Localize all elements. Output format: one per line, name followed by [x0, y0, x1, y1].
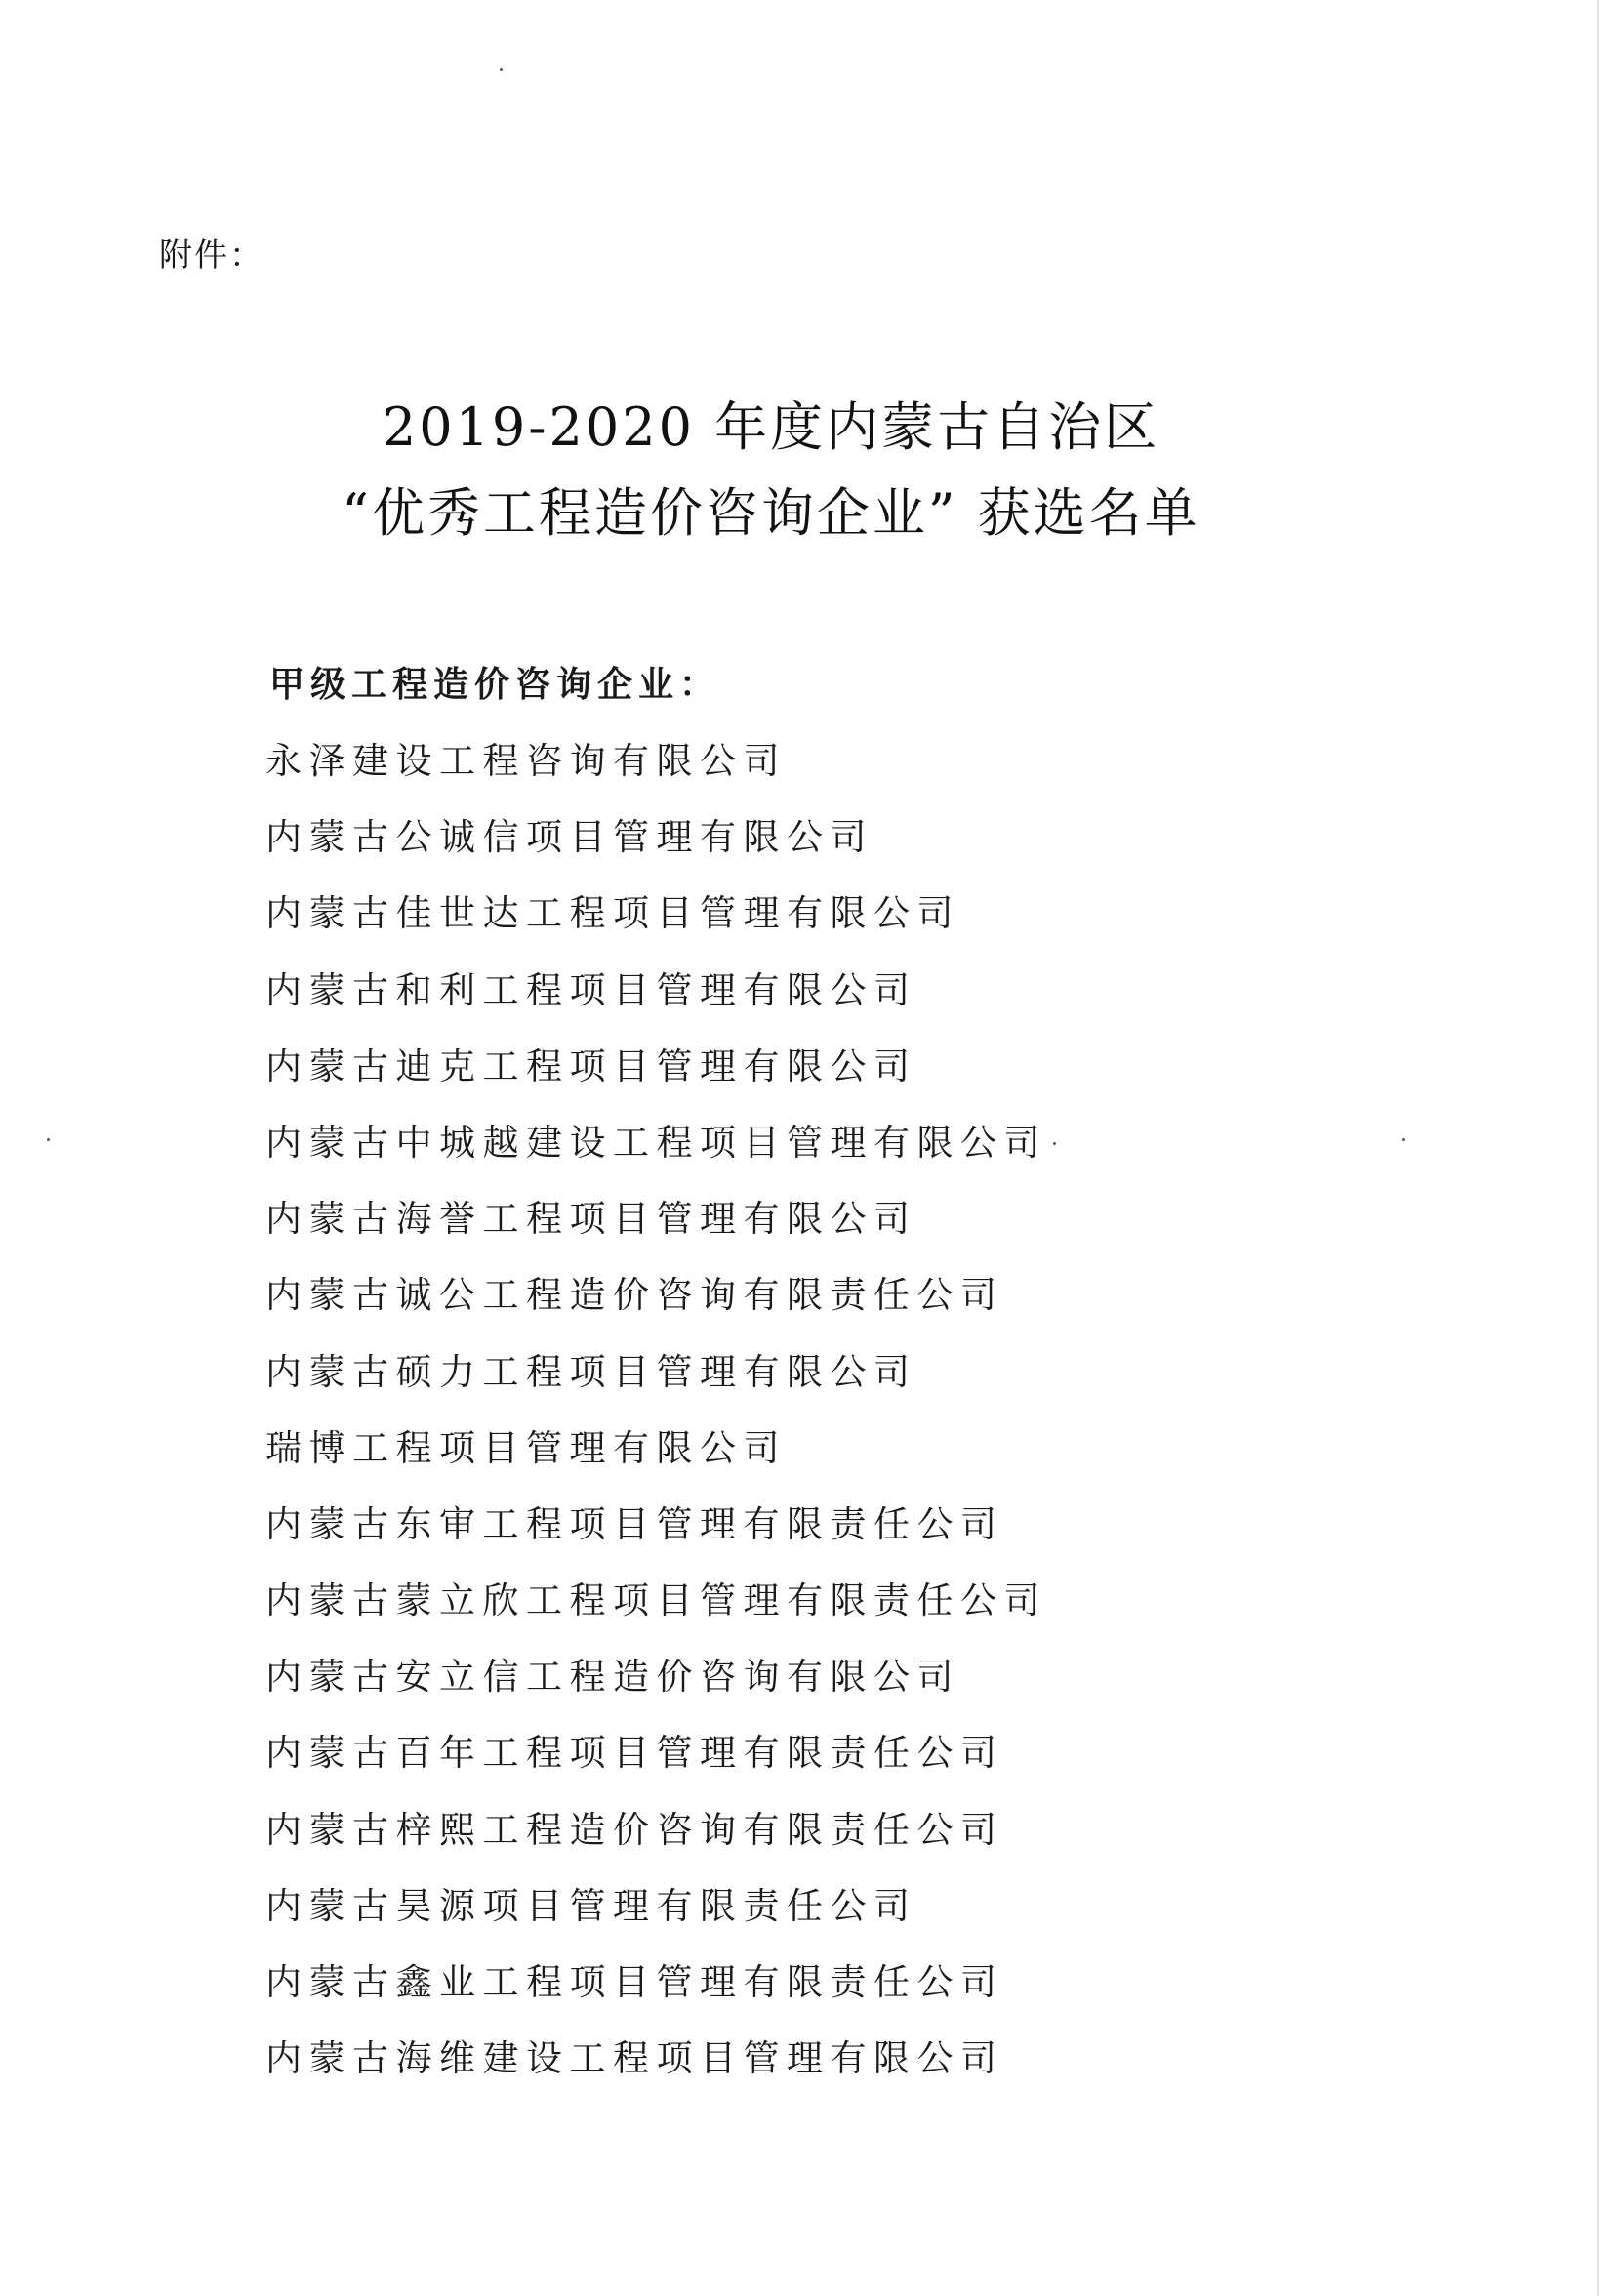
list-item: 内蒙古安立信工程造价咨询有限公司: [265, 1656, 960, 1699]
list-item: 内蒙古海誉工程项目管理有限公司: [265, 1198, 917, 1241]
list-item: 内蒙古和利工程项目管理有限公司: [265, 968, 917, 1011]
attachment-label: 附件：: [159, 236, 264, 275]
list-item: 瑞博工程项目管理有限公司: [265, 1426, 787, 1469]
list-item: 内蒙古佳世达工程项目管理有限公司: [265, 892, 960, 935]
list-item: 内蒙古蒙立欣工程项目管理有限责任公司: [265, 1579, 1047, 1622]
list-item: 内蒙古东审工程项目管理有限责任公司: [265, 1502, 1004, 1545]
list-item: 内蒙古百年工程项目管理有限责任公司: [265, 1732, 1004, 1775]
scan-speck: [1402, 1138, 1405, 1141]
scan-speck: [1053, 1142, 1056, 1145]
document-title-line-1: 2019-2020 年度内蒙古自治区: [382, 396, 1160, 458]
scan-speck: [47, 1138, 50, 1141]
list-item: 内蒙古海维建设工程项目管理有限公司: [265, 2037, 1004, 2080]
scan-speck: [500, 68, 503, 71]
list-item: 内蒙古昊源项目管理有限责任公司: [265, 1884, 917, 1927]
company-list: [265, 736, 1047, 2110]
list-item: 永泽建设工程咨询有限公司: [265, 740, 787, 782]
list-item: 内蒙古中城越建设工程项目管理有限公司: [265, 1121, 1047, 1164]
list-item: 内蒙古硕力工程项目管理有限公司: [265, 1350, 917, 1393]
list-item: 内蒙古诚公工程造价咨询有限责任公司: [265, 1274, 1004, 1317]
list-item: 内蒙古鑫业工程项目管理有限责任公司: [265, 1961, 1004, 2003]
list-item: 内蒙古迪克工程项目管理有限公司: [265, 1045, 917, 1087]
section-heading: 甲级工程造价咨询企业：: [269, 665, 721, 705]
document-title-line-2: “优秀工程造价咨询企业” 获选名单: [342, 482, 1200, 544]
page-edge: [1597, 0, 1599, 2296]
list-item: 内蒙古梓熙工程造价咨询有限责任公司: [265, 1808, 1004, 1851]
list-item: 内蒙古公诚信项目管理有限公司: [265, 816, 873, 859]
